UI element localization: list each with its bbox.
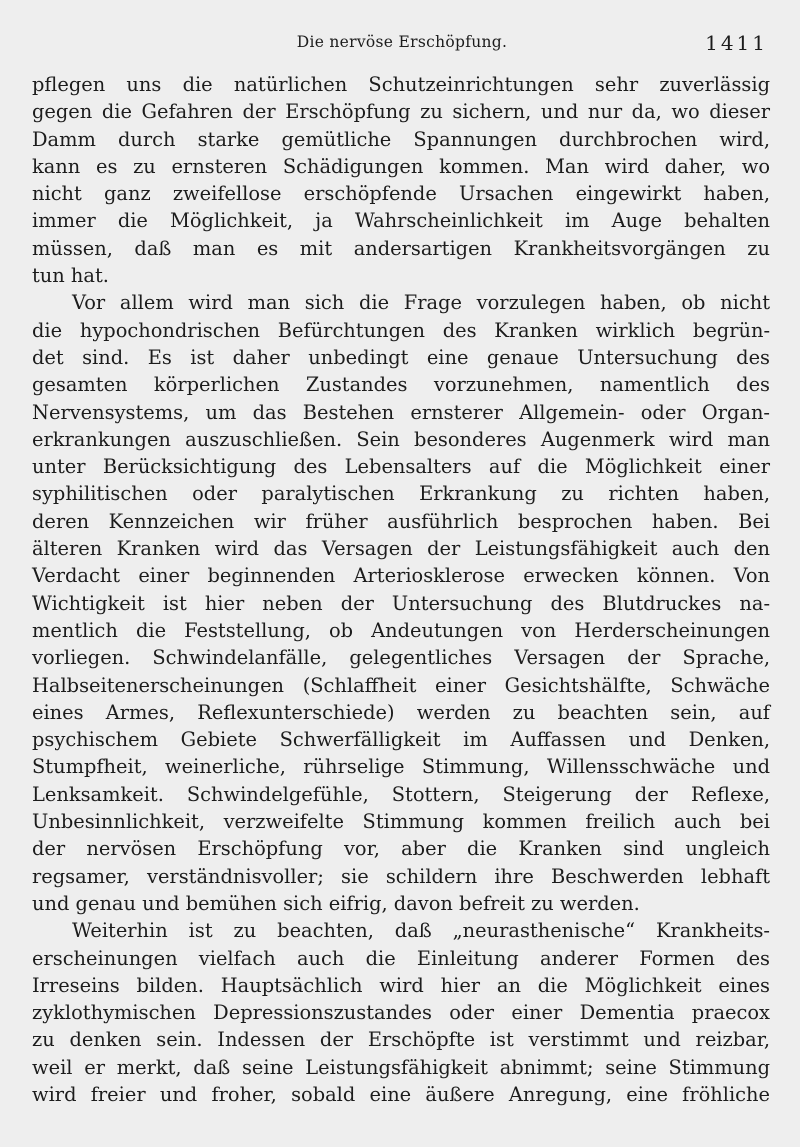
text-line: syphilitischen oder paralytischen Erkrankung zu richten haben,	[32, 482, 770, 506]
text-line: älteren Kranken wird das Versagen der Leistungsfähigkeit auch den	[32, 537, 770, 561]
paragraph-1	[32, 71, 770, 289]
text-line: zu denken sein. Indessen der Erschöpfte ist verstimmt und reizbar,	[32, 1028, 770, 1052]
text-line: kann es zu ernsteren Schädigungen kommen. Man wird daher, wo	[32, 154, 770, 178]
text-line: müssen, daß man es mit andersartigen Krankheitsvorgängen zu	[32, 236, 770, 260]
text-line: weil er merkt, daß seine Leistungsfähigkeit abnimmt; seine Stimmung	[32, 1055, 770, 1079]
paragraph-3	[32, 917, 770, 1108]
text-line: Lenksamkeit. Schwindelgefühle, Stottern, Steigerung der Reflexe,	[32, 782, 770, 806]
text-line: immer die Möglichkeit, ja Wahrscheinlichkeit im Auge behalten	[32, 209, 770, 233]
text-line: psychischem Gebiete Schwerfälligkeit im Auffassen und Denken,	[32, 728, 770, 752]
text-line: unter Berücksichtigung des Lebensalters auf die Möglichkeit einer	[32, 455, 770, 479]
text-line: Halbseitenerscheinungen (Schlaffheit einer Gesichtshälfte, Schwäche	[32, 673, 770, 697]
text-line: Vor allem wird man sich die Frage vorzulegen haben, ob nicht	[72, 291, 770, 315]
text-line: Unbesinnlichkeit, verzweifelte Stimmung kommen freilich auch bei	[32, 810, 770, 834]
text-line: zyklothymischen Depressionszustandes oder einer Dementia praecox	[32, 1001, 770, 1025]
text-line: wird freier und froher, sobald eine äußere Anregung, eine fröhliche	[32, 1082, 770, 1106]
text-line: nicht ganz zweifellose erschöpfende Ursachen eingewirkt haben,	[32, 182, 770, 206]
text-line: Nervensystems, um das Bestehen ernsterer Allgemein- oder Organ-	[32, 400, 770, 424]
text-line: Stumpfheit, weinerliche, rührselige Stimmung, Willensschwäche und	[32, 755, 770, 779]
text-line: pflegen uns die natürlichen Schutzeinrichtungen sehr zuverlässig	[32, 73, 770, 96]
text-line: tun hat.	[32, 264, 109, 288]
text-line: Irreseins bilden. Hauptsächlich wird hier an die Möglichkeit eines	[32, 973, 770, 997]
page-header	[32, 31, 772, 55]
body-text	[32, 71, 770, 1108]
text-line: vorliegen. Schwindelanfälle, gelegentliches Versagen der Sprache,	[32, 646, 770, 670]
text-line: mentlich die Feststellung, ob Andeutungen von Herderscheinungen	[32, 618, 770, 642]
text-line: gegen die Gefahren der Erschöpfung zu sichern, und nur da, wo dieser	[32, 100, 770, 124]
running-title: Die nervöse Erschöpfung.	[296, 33, 508, 51]
text-line: Wichtigkeit ist hier neben der Untersuchung des Blutdruckes na-	[32, 591, 770, 615]
text-line: und genau und bemühen sich eifrig, davon befreit zu werden.	[32, 891, 640, 915]
text-line: gesamten körperlichen Zustandes vorzunehmen, namentlich des	[32, 373, 770, 397]
text-line: erkrankungen auszuschließen. Sein besonderes Augenmerk wird man	[32, 427, 770, 451]
text-line: Damm durch starke gemütliche Spannungen durchbrochen wird,	[32, 127, 770, 151]
text-line: erscheinungen vielfach auch die Einleitung anderer Formen des	[32, 946, 770, 970]
text-line: Weiterhin ist zu beachten, daß „neurasthenische“ Krankheits-	[72, 919, 770, 943]
text-line: Verdacht einer beginnenden Arteriosklerose erwecken können. Von	[32, 564, 770, 588]
text-line: deren Kennzeichen wir früher ausführlich besprochen haben. Bei	[32, 509, 770, 533]
text-line: der nervösen Erschöpfung vor, aber die Kranken sind ungleich	[32, 837, 770, 861]
text-line: die hypochondrischen Befürchtungen des Kranken wirklich begrün-	[32, 318, 770, 342]
paragraph-2	[32, 289, 770, 917]
page-number: 1411	[705, 31, 768, 55]
text-line: det sind. Es ist daher unbedingt eine genaue Untersuchung des	[32, 345, 770, 369]
text-line: eines Armes, Reflexunterschiede) werden zu beachten sein, auf	[32, 700, 770, 724]
text-line: regsamer, verständnisvoller; sie schildern ihre Beschwerden lebhaft	[32, 864, 770, 888]
